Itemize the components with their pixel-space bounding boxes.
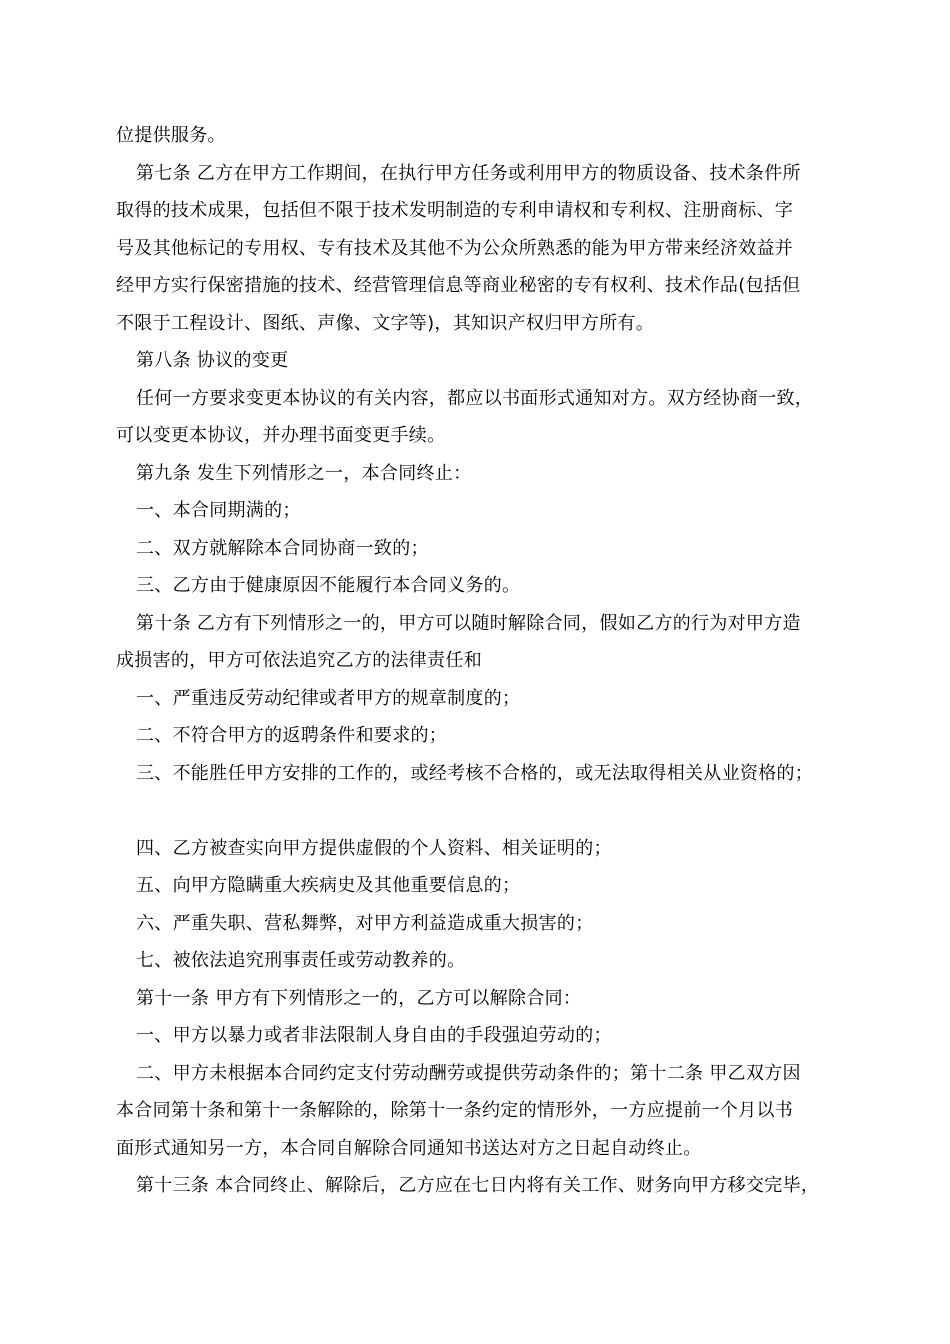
text-line: 三、不能胜任甲方安排的工作的，或经考核不合格的，或无法取得相关从业资格的； [136,762,814,784]
text-line: 第八条 协议的变更 [136,350,289,371]
text-line: 二、甲方未根据本合同约定支付劳动酬劳或提供劳动条件的；第十二条 甲乙双方因 [136,1062,801,1084]
text-line: 四、乙方被查实向甲方提供虚假的个人资料、相关证明的； [136,837,612,859]
text-line: 一、严重违反劳动纪律或者甲方的规章制度的； [136,687,521,709]
text-line: 七、被依法追究刑事责任或劳动教养的。 [136,950,466,971]
text-line: 号及其他标记的专用权、专有技术及其他不为公众所熟悉的能为甲方带来经济效益并 [116,237,794,259]
text-line: 第十条 乙方有下列情形之一的，甲方可以随时解除合同，假如乙方的行为对甲方造 [136,612,801,634]
text-line: 三、乙方由于健康原因不能履行本合同义务的。 [136,575,521,596]
text-line: 第九条 发生下列情形之一，本合同终止： [136,462,472,484]
text-line: 取得的技术成果，包括但不限于技术发明制造的专利申请权和专利权、注册商标、字 [116,200,794,221]
text-line: 面形式通知另一方，本合同自解除合同通知书送达对方之日起自动终止。 [116,1137,702,1159]
text-line: 任何一方要求变更本协议的有关内容，都应以书面形式通知对方。双方经协商一致， [136,387,814,409]
text-line: 第七条 乙方在甲方工作期间，在执行甲方任务或利用甲方的物质设备、技术条件所 [136,162,801,184]
text-line: 二、不符合甲方的返聘条件和要求的； [136,725,448,746]
text-line [116,792,836,830]
contract-body-text [116,117,836,1205]
text-line: 五、向甲方隐瞒重大疾病史及其他重要信息的； [136,875,521,896]
text-line: 成损害的，甲方可依法追究乙方的法律责任和 [116,650,482,671]
text-line: 六、严重失职、营私舞弊，对甲方利益造成重大损害的； [136,912,594,934]
text-line: 经甲方实行保密措施的技术、经营管理信息等商业秘密的专有权利、技术作品(包括但 [116,275,801,296]
text-line: 第十一条 甲方有下列情形之一的，乙方可以解除合同： [136,987,582,1009]
text-line: 第十三条 本合同终止、解除后，乙方应在七日内将有关工作、财务向甲方移交完毕， [136,1175,820,1196]
text-line: 二、双方就解除本合同协商一致的； [136,537,429,559]
text-line: 一、甲方以暴力或者非法限制人身自由的手段强迫劳动的； [136,1025,612,1046]
text-line: 不限于工程设计、图纸、声像、文字等)，其知识产权归甲方所有。 [116,312,655,334]
text-line: 位提供服务。 [116,125,226,146]
text-line: 可以变更本协议，并办理书面变更手续。 [116,425,446,446]
text-line: 本合同第十条和第十一条解除的，除第十一条约定的情形外，一方应提前一个月以书 [116,1100,794,1121]
text-line: 一、本合同期满的； [136,500,301,521]
